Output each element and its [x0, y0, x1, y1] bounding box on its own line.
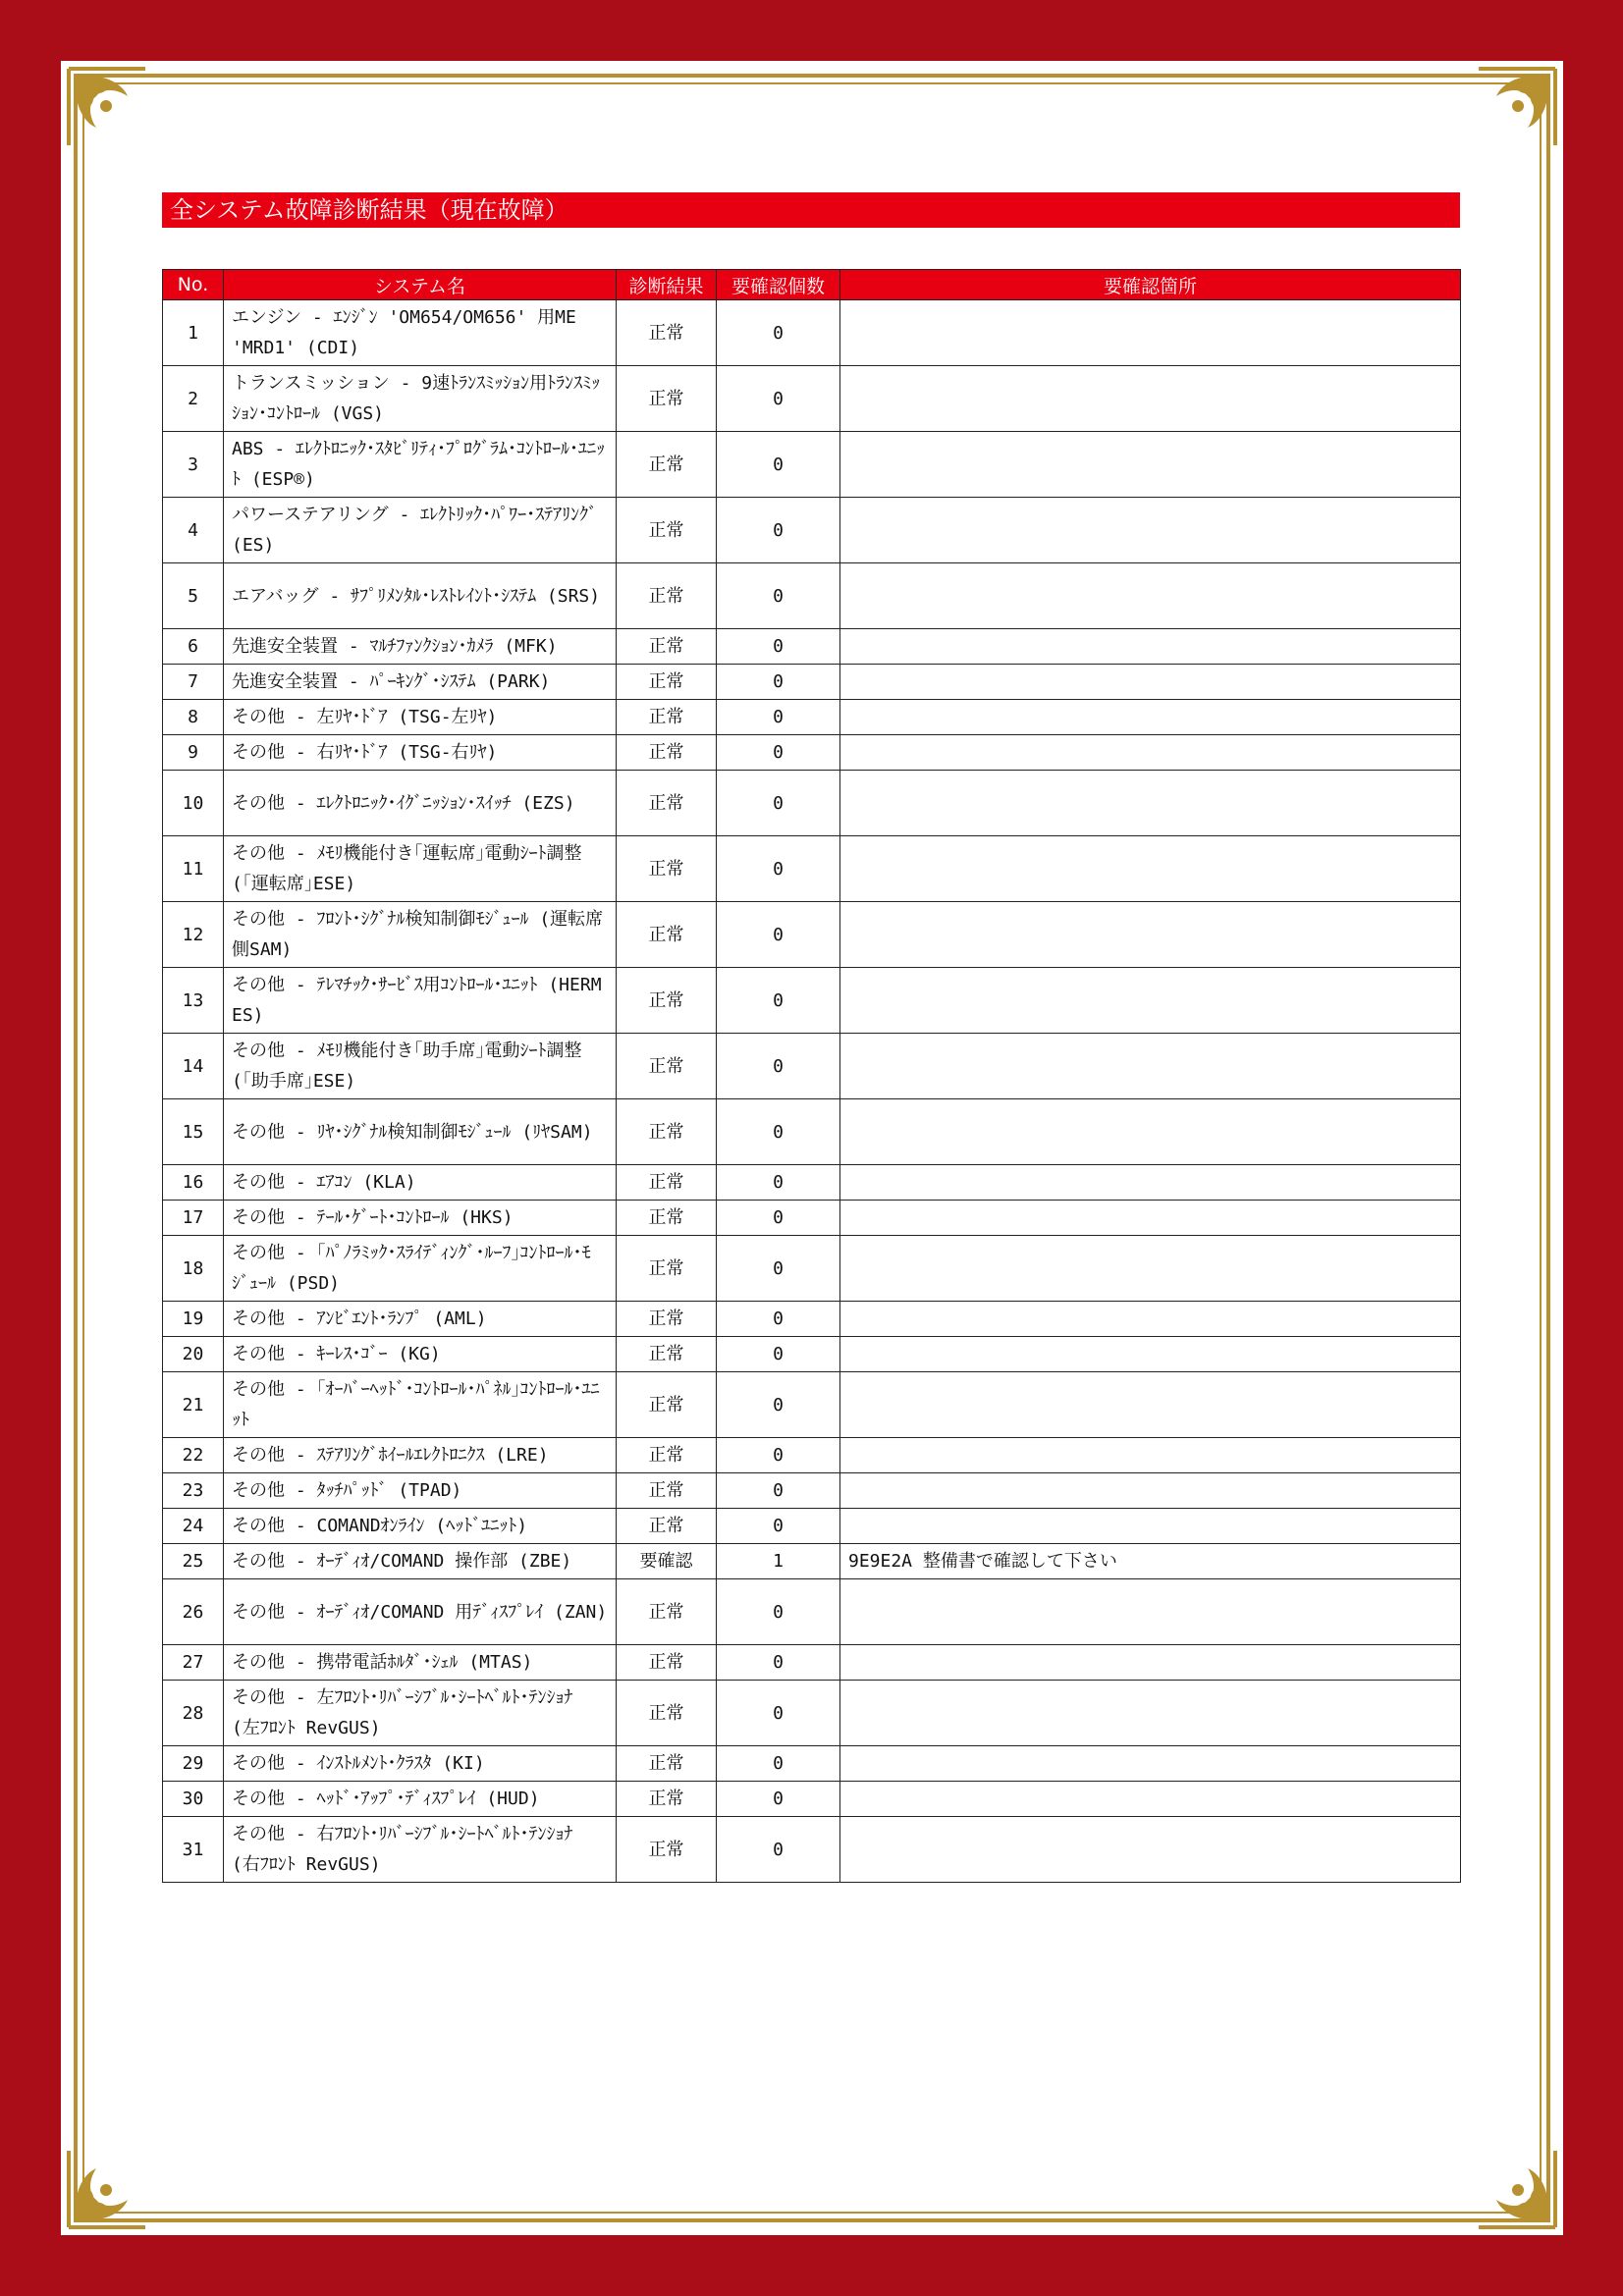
- row-count: 0: [717, 1337, 840, 1372]
- row-location: [840, 836, 1461, 902]
- row-result: 正常: [617, 968, 717, 1034]
- row-result: 正常: [617, 1165, 717, 1201]
- row-location: [840, 1645, 1461, 1681]
- table-row: [163, 1544, 1461, 1579]
- row-location: [840, 1579, 1461, 1645]
- row-location: [840, 1473, 1461, 1509]
- row-no: 8: [163, 700, 224, 735]
- row-system-name: その他 - ﾀｯﾁﾊﾟｯﾄﾞ (TPAD): [224, 1473, 617, 1509]
- table-row: [163, 1782, 1461, 1817]
- row-system-name: その他 - ｱﾝﾋﾞｴﾝﾄ･ﾗﾝﾌﾟ (AML): [224, 1302, 617, 1337]
- row-count: 0: [717, 1165, 840, 1201]
- row-no: 31: [163, 1817, 224, 1883]
- row-result: 正常: [617, 1681, 717, 1746]
- table-row: [163, 1579, 1461, 1645]
- row-system-name: その他 - ｴﾚｸﾄﾛﾆｯｸ･ｲｸﾞﾆｯｼｮﾝ･ｽｲｯﾁ (EZS): [224, 771, 617, 836]
- row-no: 19: [163, 1302, 224, 1337]
- row-count: 0: [717, 665, 840, 700]
- row-no: 24: [163, 1509, 224, 1544]
- row-count: 0: [717, 735, 840, 771]
- row-result: 正常: [617, 629, 717, 665]
- row-count: 0: [717, 700, 840, 735]
- ornament-corner-icon: [63, 2145, 151, 2233]
- header-check-count: 要確認個数: [717, 270, 840, 300]
- row-count: 0: [717, 1372, 840, 1438]
- row-count: 0: [717, 1645, 840, 1681]
- row-result: 正常: [617, 1746, 717, 1782]
- row-system-name: その他 - ｽﾃｱﾘﾝｸﾞﾎｲｰﾙｴﾚｸﾄﾛﾆｸｽ (LRE): [224, 1438, 617, 1473]
- row-location: [840, 1817, 1461, 1883]
- row-no: 25: [163, 1544, 224, 1579]
- row-location: [840, 1746, 1461, 1782]
- table-row: [163, 1165, 1461, 1201]
- page-title: 全システム故障診断結果（現在故障）: [162, 192, 1460, 228]
- row-system-name: その他 - ｵｰﾃﾞｨｵ/COMAND 操作部 (ZBE): [224, 1544, 617, 1579]
- header-no: No.: [163, 270, 224, 300]
- row-no: 5: [163, 563, 224, 629]
- row-result: 正常: [617, 1302, 717, 1337]
- table-row: [163, 563, 1461, 629]
- table-row: [163, 1438, 1461, 1473]
- header-check-location: 要確認箇所: [840, 270, 1461, 300]
- table-row: [163, 1099, 1461, 1165]
- row-result: 正常: [617, 498, 717, 563]
- row-result: 正常: [617, 1337, 717, 1372]
- row-no: 3: [163, 432, 224, 498]
- row-location: [840, 1099, 1461, 1165]
- table-row: [163, 1236, 1461, 1302]
- row-location: [840, 1782, 1461, 1817]
- row-result: 正常: [617, 1099, 717, 1165]
- row-system-name: その他 - 右ﾘﾔ･ﾄﾞｱ (TSG-右ﾘﾔ): [224, 735, 617, 771]
- table-row: [163, 1817, 1461, 1883]
- row-location: [840, 700, 1461, 735]
- row-count: 0: [717, 1473, 840, 1509]
- row-result: 正常: [617, 1579, 717, 1645]
- row-system-name: その他 - ﾒﾓﾘ機能付き｢助手席｣電動ｼｰﾄ調整 (｢助手席｣ESE): [224, 1034, 617, 1099]
- row-system-name: その他 - 右ﾌﾛﾝﾄ･ﾘﾊﾞｰｼﾌﾞﾙ･ｼｰﾄﾍﾞﾙﾄ･ﾃﾝｼｮﾅ (右ﾌﾛﾝﾄ RevGUS): [224, 1817, 617, 1883]
- row-location: [840, 366, 1461, 432]
- row-result: 正常: [617, 836, 717, 902]
- row-system-name: その他 - 左ﾌﾛﾝﾄ･ﾘﾊﾞｰｼﾌﾞﾙ･ｼｰﾄﾍﾞﾙﾄ･ﾃﾝｼｮﾅ (左ﾌﾛﾝﾄ RevGUS): [224, 1681, 617, 1746]
- row-result: 正常: [617, 1201, 717, 1236]
- row-no: 4: [163, 498, 224, 563]
- row-location: 9E9E2A 整備書で確認して下さい: [840, 1544, 1461, 1579]
- row-count: 0: [717, 771, 840, 836]
- row-system-name: その他 - 携帯電話ﾎﾙﾀﾞ･ｼｪﾙ (MTAS): [224, 1645, 617, 1681]
- row-count: 0: [717, 1746, 840, 1782]
- row-result: 正常: [617, 1236, 717, 1302]
- row-count: 0: [717, 1034, 840, 1099]
- table-header-row: [163, 270, 1461, 300]
- row-no: 29: [163, 1746, 224, 1782]
- row-count: 0: [717, 300, 840, 366]
- row-system-name: 先進安全装置 - ﾏﾙﾁﾌｧﾝｸｼｮﾝ･ｶﾒﾗ (MFK): [224, 629, 617, 665]
- diagnosis-results-table: [162, 269, 1461, 1883]
- ornament-corner-icon: [1473, 63, 1561, 151]
- row-no: 9: [163, 735, 224, 771]
- row-system-name: その他 - 左ﾘﾔ･ﾄﾞｱ (TSG-左ﾘﾔ): [224, 700, 617, 735]
- row-count: 0: [717, 836, 840, 902]
- row-system-name: その他 - ｵｰﾃﾞｨｵ/COMAND 用ﾃﾞｨｽﾌﾟﾚｲ (ZAN): [224, 1579, 617, 1645]
- row-result: 正常: [617, 432, 717, 498]
- table-row: [163, 665, 1461, 700]
- table-row: [163, 1645, 1461, 1681]
- row-count: 0: [717, 366, 840, 432]
- row-count: 0: [717, 1302, 840, 1337]
- table-row: [163, 629, 1461, 665]
- row-no: 26: [163, 1579, 224, 1645]
- row-no: 27: [163, 1645, 224, 1681]
- row-count: 0: [717, 1438, 840, 1473]
- row-no: 16: [163, 1165, 224, 1201]
- row-no: 21: [163, 1372, 224, 1438]
- row-location: [840, 1302, 1461, 1337]
- row-location: [840, 968, 1461, 1034]
- row-no: 23: [163, 1473, 224, 1509]
- row-result: 正常: [617, 1473, 717, 1509]
- table-row: [163, 1509, 1461, 1544]
- row-count: 0: [717, 563, 840, 629]
- row-result: 正常: [617, 735, 717, 771]
- row-system-name: その他 - ｷｰﾚｽ･ｺﾞｰ (KG): [224, 1337, 617, 1372]
- row-system-name: その他 - ｢ｵｰﾊﾞｰﾍｯﾄﾞ･ｺﾝﾄﾛｰﾙ･ﾊﾟﾈﾙ｣ｺﾝﾄﾛｰﾙ･ﾕﾆｯﾄ: [224, 1372, 617, 1438]
- table-row: [163, 1746, 1461, 1782]
- row-location: [840, 432, 1461, 498]
- row-count: 0: [717, 968, 840, 1034]
- row-system-name: その他 - COMANDｵﾝﾗｲﾝ (ﾍｯﾄﾞﾕﾆｯﾄ): [224, 1509, 617, 1544]
- row-count: 0: [717, 902, 840, 968]
- row-system-name: その他 - ﾘﾔ･ｼｸﾞﾅﾙ検知制御ﾓｼﾞｭｰﾙ (ﾘﾔSAM): [224, 1099, 617, 1165]
- row-count: 0: [717, 629, 840, 665]
- row-count: 0: [717, 1681, 840, 1746]
- row-location: [840, 1372, 1461, 1438]
- row-count: 0: [717, 1509, 840, 1544]
- table-row: [163, 1201, 1461, 1236]
- row-count: 0: [717, 1817, 840, 1883]
- row-system-name: その他 - ﾃﾚﾏﾁｯｸ･ｻｰﾋﾞｽ用ｺﾝﾄﾛｰﾙ･ﾕﾆｯﾄ (HERMES): [224, 968, 617, 1034]
- row-no: 15: [163, 1099, 224, 1165]
- row-result: 要確認: [617, 1544, 717, 1579]
- row-no: 30: [163, 1782, 224, 1817]
- row-count: 1: [717, 1544, 840, 1579]
- report-sheet: [61, 61, 1563, 2235]
- row-result: 正常: [617, 300, 717, 366]
- table-row: [163, 968, 1461, 1034]
- table-row: [163, 1681, 1461, 1746]
- table-row: [163, 1302, 1461, 1337]
- row-result: 正常: [617, 902, 717, 968]
- row-no: 6: [163, 629, 224, 665]
- row-location: [840, 771, 1461, 836]
- row-location: [840, 1165, 1461, 1201]
- row-location: [840, 665, 1461, 700]
- row-count: 0: [717, 1579, 840, 1645]
- row-no: 2: [163, 366, 224, 432]
- row-location: [840, 629, 1461, 665]
- table-row: [163, 836, 1461, 902]
- row-result: 正常: [617, 1372, 717, 1438]
- row-system-name: その他 - ﾃｰﾙ･ｹﾞｰﾄ･ｺﾝﾄﾛｰﾙ (HKS): [224, 1201, 617, 1236]
- row-location: [840, 1438, 1461, 1473]
- row-no: 14: [163, 1034, 224, 1099]
- row-location: [840, 498, 1461, 563]
- row-count: 0: [717, 1782, 840, 1817]
- row-system-name: 先進安全装置 - ﾊﾟｰｷﾝｸﾞ･ｼｽﾃﾑ (PARK): [224, 665, 617, 700]
- header-system-name: システム名: [224, 270, 617, 300]
- row-system-name: パワーステアリング - ｴﾚｸﾄﾘｯｸ･ﾊﾟﾜｰ･ｽﾃｱﾘﾝｸﾞ (ES): [224, 498, 617, 563]
- table-row: [163, 700, 1461, 735]
- row-system-name: エンジン - ｴﾝｼﾞﾝ 'OM654/OM656' 用ME 'MRD1' (CDI): [224, 300, 617, 366]
- row-system-name: ABS - ｴﾚｸﾄﾛﾆｯｸ･ｽﾀﾋﾞﾘﾃｨ･ﾌﾟﾛｸﾞﾗﾑ･ｺﾝﾄﾛｰﾙ･ﾕﾆｯﾄ (ESP®): [224, 432, 617, 498]
- row-result: 正常: [617, 1645, 717, 1681]
- table-row: [163, 1034, 1461, 1099]
- row-no: 18: [163, 1236, 224, 1302]
- row-location: [840, 1034, 1461, 1099]
- row-location: [840, 1681, 1461, 1746]
- row-count: 0: [717, 1201, 840, 1236]
- row-system-name: その他 - ﾌﾛﾝﾄ･ｼｸﾞﾅﾙ検知制御ﾓｼﾞｭｰﾙ (運転席側SAM): [224, 902, 617, 968]
- ornament-corner-icon: [1473, 2145, 1561, 2233]
- row-system-name: その他 - ｴｱｺﾝ (KLA): [224, 1165, 617, 1201]
- row-location: [840, 1236, 1461, 1302]
- table-row: [163, 366, 1461, 432]
- row-result: 正常: [617, 1438, 717, 1473]
- table-row: [163, 498, 1461, 563]
- table-row: [163, 735, 1461, 771]
- row-location: [840, 563, 1461, 629]
- row-count: 0: [717, 498, 840, 563]
- row-result: 正常: [617, 563, 717, 629]
- row-location: [840, 735, 1461, 771]
- row-result: 正常: [617, 665, 717, 700]
- table-row: [163, 771, 1461, 836]
- row-count: 0: [717, 432, 840, 498]
- row-location: [840, 1509, 1461, 1544]
- row-no: 13: [163, 968, 224, 1034]
- table-row: [163, 1473, 1461, 1509]
- row-result: 正常: [617, 771, 717, 836]
- row-no: 22: [163, 1438, 224, 1473]
- row-result: 正常: [617, 1817, 717, 1883]
- row-system-name: その他 - ｲﾝｽﾄﾙﾒﾝﾄ･ｸﾗｽﾀ (KI): [224, 1746, 617, 1782]
- row-result: 正常: [617, 1782, 717, 1817]
- row-location: [840, 1201, 1461, 1236]
- ornament-corner-icon: [63, 63, 151, 151]
- row-no: 28: [163, 1681, 224, 1746]
- row-no: 11: [163, 836, 224, 902]
- row-result: 正常: [617, 700, 717, 735]
- row-location: [840, 902, 1461, 968]
- row-system-name: トランスミッション - 9速ﾄﾗﾝｽﾐｯｼｮﾝ用ﾄﾗﾝｽﾐｯｼｮﾝ･ｺﾝﾄﾛｰﾙ (VGS): [224, 366, 617, 432]
- row-count: 0: [717, 1099, 840, 1165]
- row-no: 7: [163, 665, 224, 700]
- row-system-name: その他 - ﾍｯﾄﾞ･ｱｯﾌﾟ･ﾃﾞｨｽﾌﾟﾚｲ (HUD): [224, 1782, 617, 1817]
- table-row: [163, 902, 1461, 968]
- row-location: [840, 1337, 1461, 1372]
- row-count: 0: [717, 1236, 840, 1302]
- row-system-name: エアバッグ - ｻﾌﾟﾘﾒﾝﾀﾙ･ﾚｽﾄﾚｲﾝﾄ･ｼｽﾃﾑ (SRS): [224, 563, 617, 629]
- row-location: [840, 300, 1461, 366]
- row-system-name: その他 - ｢ﾊﾟﾉﾗﾐｯｸ･ｽﾗｲﾃﾞｨﾝｸﾞ･ﾙｰﾌ｣ｺﾝﾄﾛｰﾙ･ﾓｼﾞｭｰﾙ (PSD): [224, 1236, 617, 1302]
- row-result: 正常: [617, 1509, 717, 1544]
- row-no: 10: [163, 771, 224, 836]
- row-result: 正常: [617, 366, 717, 432]
- table-row: [163, 300, 1461, 366]
- table-row: [163, 432, 1461, 498]
- row-no: 1: [163, 300, 224, 366]
- header-diagnosis-result: 診断結果: [617, 270, 717, 300]
- row-no: 20: [163, 1337, 224, 1372]
- table-row: [163, 1337, 1461, 1372]
- row-no: 12: [163, 902, 224, 968]
- row-no: 17: [163, 1201, 224, 1236]
- row-result: 正常: [617, 1034, 717, 1099]
- row-system-name: その他 - ﾒﾓﾘ機能付き｢運転席｣電動ｼｰﾄ調整 (｢運転席｣ESE): [224, 836, 617, 902]
- table-row: [163, 1372, 1461, 1438]
